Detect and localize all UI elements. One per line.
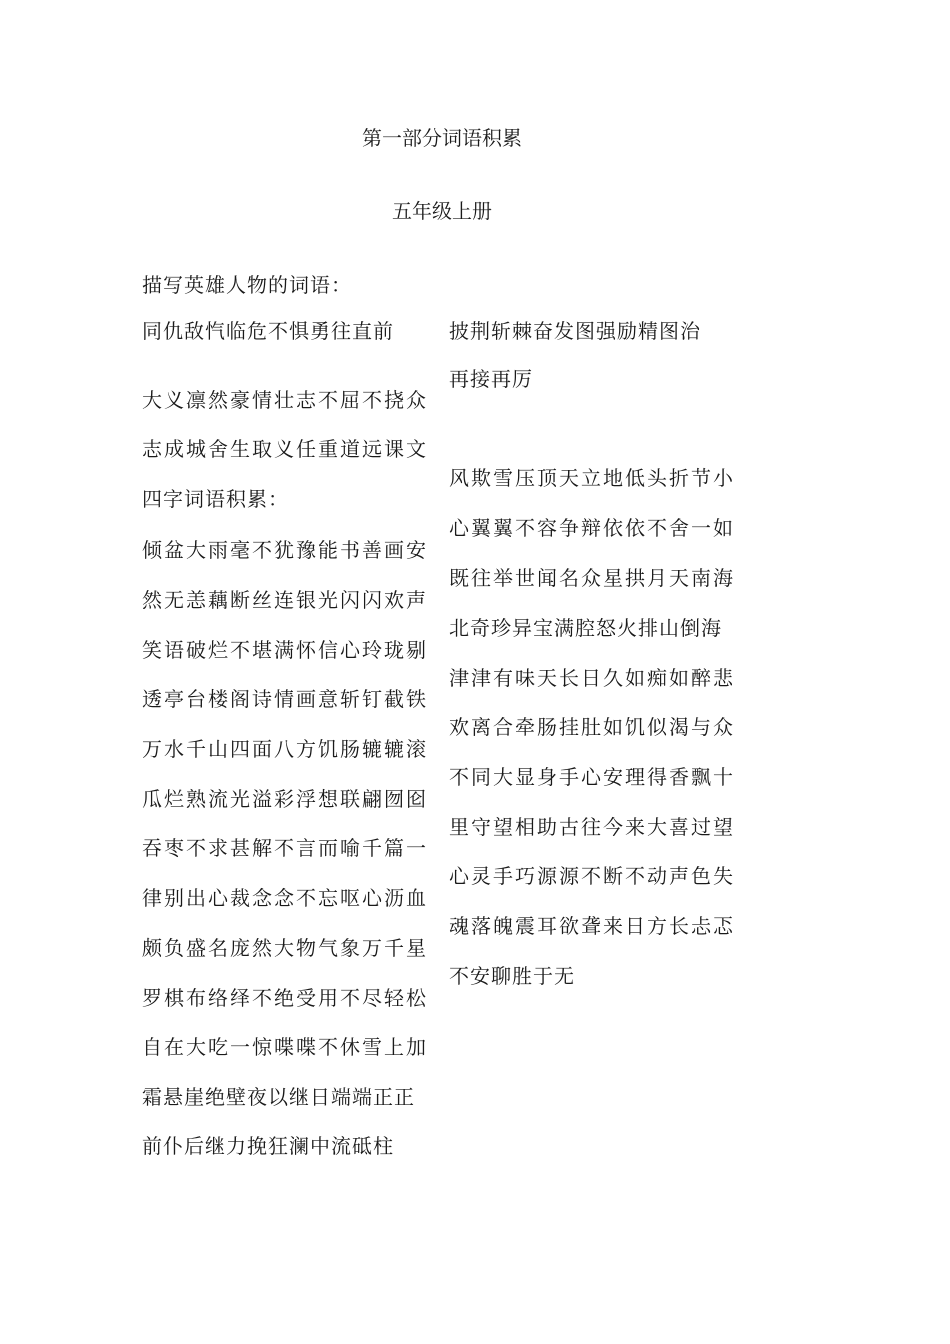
text-line: 颇负盛名庞然大物气象万千星 <box>142 936 428 960</box>
text-line: 北奇珍异宝满腔怒火排山倒海 <box>449 616 722 640</box>
text-line: 吞枣不求甚解不言而喻千篇一 <box>142 836 428 860</box>
page-title: 第一部分词语积累 <box>362 126 522 150</box>
page-subtitle: 五年级上册 <box>392 199 492 223</box>
text-line: 不同大显身手心安理得香飘十 <box>449 765 735 789</box>
text-line: 律别出心裁念念不忘呕心沥血 <box>142 886 428 910</box>
section-heading-four-char-words: 四字词语积累： <box>142 487 289 511</box>
text-line: 风欺雪压顶天立地低头折节小 <box>449 466 735 490</box>
text-line: 不安聊胜于无 <box>449 964 575 988</box>
text-line: 万水千山四面八方饥肠辘辘滚 <box>142 737 428 761</box>
section-heading-hero-words: 描写英雄人物的词语： <box>142 273 352 297</box>
text-line: 津津有味天长日久如痴如醉悲 <box>449 666 735 690</box>
text-line: 里守望相助古往今来大喜过望 <box>449 815 735 839</box>
text-line: 倾盆大雨毫不犹豫能书善画安 <box>142 538 428 562</box>
text-line: 魂落魄震耳欲聋来日方长忐忑 <box>449 914 735 938</box>
text-line: 自在大吃一惊喋喋不休雪上加 <box>142 1035 428 1059</box>
text-line: 瓜烂熟流光溢彩浮想联翩囫囵 <box>142 787 428 811</box>
text-line: 既往举世闻名众星拱月天南海 <box>449 566 735 590</box>
text-line: 志成城舍生取义任重道远课文 <box>142 437 428 461</box>
text-line: 披荆斩棘奋发图强励精图治 <box>449 319 701 343</box>
text-line: 罗棋布络绎不绝受用不尽轻松 <box>142 986 428 1010</box>
text-line: 心灵手巧源源不断不动声色失 <box>449 864 735 888</box>
text-line: 然无恙藕断丝连银光闪闪欢声 <box>142 588 428 612</box>
text-line: 前仆后继力挽狂澜中流砥柱 <box>142 1134 394 1158</box>
text-line: 欢离合牵肠挂肚如饥似渴与众 <box>449 715 735 739</box>
text-line: 大义凛然豪情壮志不屈不挠众 <box>142 388 428 412</box>
text-line: 笑语破烂不堪满怀信心玲珑剔 <box>142 638 428 662</box>
text-line: 同仇敌忾临危不惧勇往直前 <box>142 319 394 343</box>
text-line: 心翼翼不容争辩依依不舍一如 <box>449 516 735 540</box>
text-line: 霜悬崖绝壁夜以继日端端正正 <box>142 1085 415 1109</box>
text-line: 透亭台楼阁诗情画意斩钉截铁 <box>142 687 428 711</box>
text-line: 再接再厉 <box>449 367 533 391</box>
